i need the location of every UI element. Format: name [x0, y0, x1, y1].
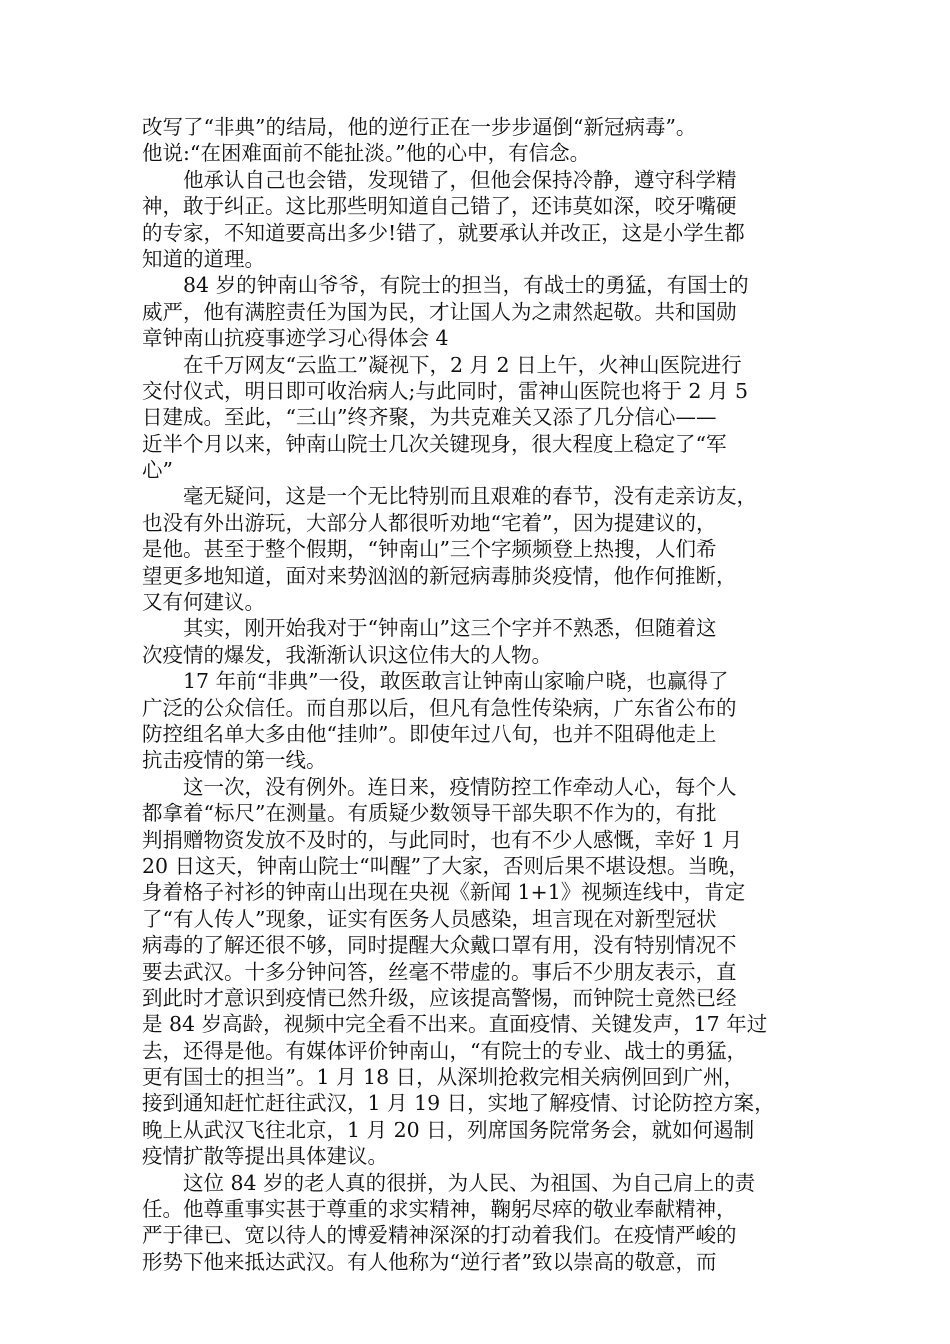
text-line: 神，敢于纠正。这比那些明知道自己错了，还讳莫如深，咬牙嘴硬	[142, 194, 737, 219]
paragraph-6	[142, 615, 814, 668]
text-line: 形势下他来抵达武汉。有人他称为“逆行者”致以崇高的敬意，而	[142, 1249, 717, 1274]
text-line: 他承认自己也会错，发现错了，但他会保持冷静，遵守科学精	[142, 167, 737, 192]
text-line: 严于律已、宽以待人的博爱精神深深的打动着我们。在疫情严峻的	[142, 1223, 737, 1248]
paragraph-1	[142, 114, 814, 167]
paragraph-3	[142, 272, 814, 351]
text-line: 任。他尊重事实甚于尊重的求实精神，鞠躬尽瘁的敬业奉献精神，	[142, 1197, 737, 1222]
text-line: 知道的道理。	[142, 246, 265, 271]
text-line: 接到通知赶忙赶往武汉，1 月 19 日，实地了解疫情、讨论防控方案，	[142, 1091, 775, 1116]
text-line: 17 年前“非典”一役，敢医敢言让钟南山家喻户晓，也赢得了	[142, 669, 729, 694]
text-line: 改写了“非典”的结局，他的逆行正在一步步逼倒“新冠病毒”。	[142, 115, 697, 139]
text-line: 到此时才意识到疫情已然升级，应该提高警惕，而钟院士竟然已经	[142, 985, 737, 1010]
paragraph-5	[142, 483, 814, 615]
text-line: 在千万网友“云监工”凝视下，2 月 2 日上午，火神山医院进行	[142, 352, 742, 377]
text-line: 判捐赠物资发放不及时的，与此同时，也有不少人感慨，幸好 1 月	[142, 827, 743, 852]
text-line: 日建成。至此，“三山”终齐聚，为共克难关又添了几分信心——	[142, 405, 717, 430]
text-line: 都拿着“标尺”在测量。有质疑少数领导干部失职不作为的，有批	[142, 801, 717, 826]
paragraph-2	[142, 167, 814, 273]
text-line: 望更多地知道，面对来势汹汹的新冠病毒肺炎疫情，他作何推断，	[142, 563, 737, 588]
text-line: 章钟南山抗疫事迹学习心得体会 4	[142, 326, 449, 351]
text-line: 近半个月以来，钟南山院士几次关键现身，很大程度上稳定了“军	[142, 431, 727, 456]
text-line: 要去武汉。十多分钟问答，丝毫不带虚的。事后不少朋友表示，直	[142, 959, 737, 984]
paragraph-8	[142, 774, 814, 1170]
text-line: 抗击疫情的第一线。	[142, 748, 327, 773]
text-line: 20 日这天，钟南山院士“叫醒”了大家，否则后果不堪设想。当晚，	[142, 853, 750, 878]
text-line: 的专家，不知道要高出多少!错了，就要承认并改正，这是小学生都	[142, 220, 745, 245]
text-line: 心”	[142, 458, 173, 483]
text-line: 身着格子衬衫的钟南山出现在央视《新闻 1+1》视频连线中，肯定	[142, 880, 746, 905]
text-line: 病毒的了解还很不够，同时提醒大众戴口罩有用，没有特别情况不	[142, 933, 737, 958]
text-line: 他说:“在困难面前不能扯淡。”他的心中，有信念。	[142, 141, 591, 166]
text-line: 晚上从武汉飞往北京，1 月 20 日，列席国务院常务会，就如何遏制	[142, 1117, 755, 1142]
text-line: 去，还得是他。有媒体评价钟南山，“有院士的专业、战士的勇猛，	[142, 1038, 747, 1063]
text-line: 是 84 岁高龄，视频中完全看不出来。直面疫情、关键发声，17 年过	[142, 1012, 768, 1037]
text-line: 84 岁的钟南山爷爷，有院士的担当，有战士的勇猛，有国士的	[142, 273, 749, 298]
text-line: 更有国士的担当”。1 月 18 日，从深圳抢救完相关病例回到广州，	[142, 1065, 745, 1090]
paragraph-4	[142, 352, 814, 484]
text-line: 次疫情的爆发，我渐渐认识这位伟大的人物。	[142, 642, 552, 667]
text-line: 又有何建议。	[142, 590, 265, 615]
text-line: 这位 84 岁的老人真的很拼，为人民、为祖国、为自己肩上的责	[142, 1170, 756, 1195]
text-line: 广泛的公众信任。而自那以后，但凡有急性传染病，广东省公布的	[142, 695, 737, 720]
text-line: 交付仪式，明日即可收治病人;与此同时，雷神山医院也将于 2 月 5	[142, 378, 749, 403]
text-line: 了“有人传人”现象，证实有医务人员感染，坦言现在对新型冠状	[142, 906, 717, 931]
text-line: 其实，刚开始我对于“钟南山”这三个字并不熟悉，但随着这	[142, 616, 717, 641]
paragraph-7	[142, 668, 814, 774]
document-page	[142, 114, 814, 1275]
text-line: 疫情扩散等提出具体建议。	[142, 1144, 388, 1169]
text-line: 是他。甚至于整个假期，“钟南山”三个字频频登上热搜，人们希	[142, 537, 717, 562]
text-line: 毫无疑问，这是一个无比特别而且艰难的春节，没有走亲访友，	[142, 484, 757, 509]
text-line: 也没有外出游玩，大部分人都很听劝地“宅着”，因为提建议的，	[142, 510, 717, 535]
text-line: 这一次，没有例外。连日来，疫情防控工作牵动人心，每个人	[142, 774, 737, 799]
paragraph-9	[142, 1170, 814, 1276]
text-line: 威严，他有满腔责任为国为民，才让国人为之肃然起敬。共和国勋	[142, 299, 737, 324]
text-line: 防控组名单大多由他“挂帅”。即使年过八旬，也并不阻碍他走上	[142, 721, 717, 746]
